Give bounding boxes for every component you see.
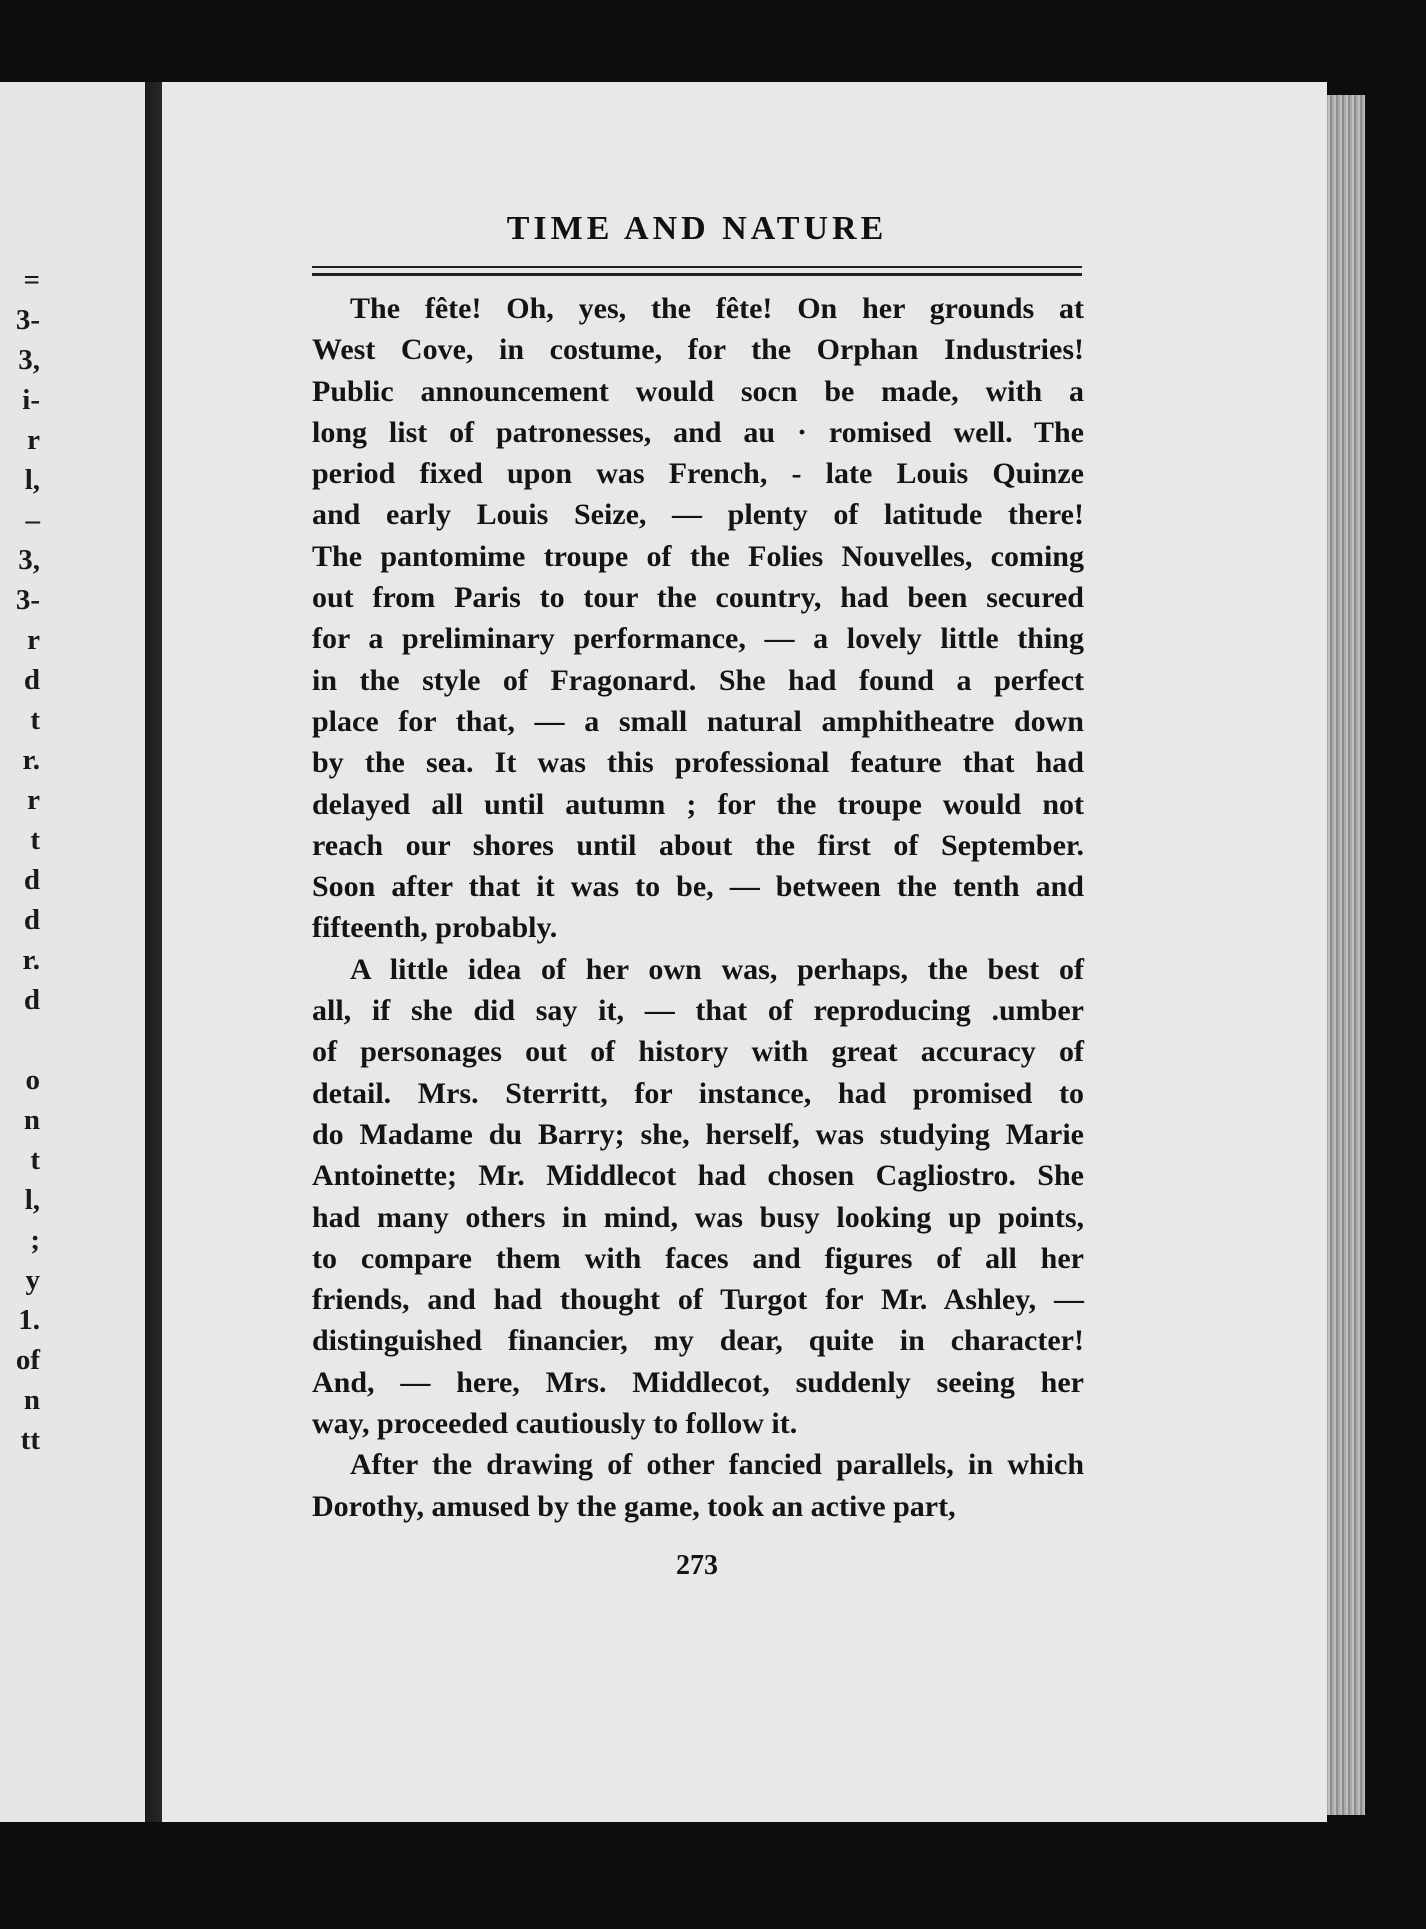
text-line: long list of patronesses, and au · romised well. The [312, 415, 1084, 449]
facing-page-fragment: 3- [15, 304, 40, 336]
facing-page-fragment: o [25, 1064, 40, 1096]
text-line: in the style of Fragonard. She had found a perfect [312, 663, 1084, 697]
facing-page-fragment: t [30, 824, 40, 856]
text-line: distinguished financier, my dear, quite in character! [312, 1324, 1084, 1358]
paragraph [312, 1444, 1084, 1527]
text-line: fifteenth, probably. [312, 911, 558, 945]
facing-page-fragment: of [15, 1344, 40, 1376]
facing-page-fragment: r. [22, 744, 40, 776]
facing-page-fragment: ; [30, 1224, 40, 1256]
facing-page-fragment: y [25, 1264, 40, 1296]
facing-page-fragment: 3, [18, 344, 40, 376]
text-line: A little idea of her own was, perhaps, the best of [350, 952, 1084, 986]
body-text [312, 288, 1084, 1527]
facing-page-fragment: r [27, 624, 40, 656]
facing-page-fragment: r [27, 784, 40, 816]
facing-page-fragment: d [23, 864, 40, 896]
paragraph [312, 288, 1084, 949]
running-title: TIME AND NATURE [506, 210, 888, 247]
text-line: Soon after that it was to be, — between the tenth and [312, 870, 1084, 904]
text-line: out from Paris to tour the country, had been secured [312, 581, 1084, 615]
text-line: reach our shores until about the first of September. [312, 828, 1084, 862]
text-line: and early Louis Seize, — plenty of latitude there! [312, 498, 1084, 532]
text-line: do Madame du Barry; she, herself, was studying Marie [312, 1117, 1084, 1151]
facing-page-text-fragments [0, 260, 40, 1460]
facing-page-fragment: t [30, 704, 40, 736]
facing-page-fragment: 3- [15, 584, 40, 616]
facing-page-fragment: r. [22, 944, 40, 976]
text-line: place for that, — a small natural amphitheatre down [312, 704, 1084, 738]
text-line: period fixed upon was French, - late Louis Quinze [312, 457, 1084, 491]
text-line: had many others in mind, was busy looking up points, [312, 1200, 1084, 1234]
facing-page-fragment: d [23, 904, 40, 936]
book-gutter [145, 82, 163, 1822]
text-line: delayed all until autumn ; for the troupe would not [312, 787, 1084, 821]
facing-page-fragment: = [23, 264, 40, 296]
text-line: detail. Mrs. Sterritt, for instance, had promised to [312, 1076, 1084, 1110]
facing-page-fragment: l, [24, 1184, 40, 1216]
text-line: to compare them with faces and figures of all her [312, 1241, 1084, 1275]
paragraph [312, 949, 1084, 1445]
page-number: 273 [676, 1550, 718, 1581]
facing-page-fragment: r [27, 424, 40, 456]
text-line: West Cove, in costume, for the Orphan Industries! [312, 333, 1084, 367]
facing-page-fragment: t [30, 1144, 40, 1176]
facing-page-fragment: l, [24, 464, 40, 496]
facing-page-fragment [0, 1020, 40, 1060]
text-line: for a preliminary performance, — a lovely little thing [312, 622, 1084, 656]
text-line: Public announcement would socn be made, with a [312, 374, 1084, 408]
facing-page-fragment: tt [20, 1424, 40, 1456]
text-line: of personages out of history with great accuracy of [312, 1035, 1084, 1069]
facing-page-fragment: – [25, 504, 40, 536]
text-line: And, — here, Mrs. Middlecot, suddenly seeing her [312, 1365, 1084, 1399]
text-line: by the sea. It was this professional feature that had [312, 746, 1084, 780]
facing-page-fragment: 1. [18, 1304, 40, 1336]
text-line: all, if she did say it, — that of reproducing .umber [312, 994, 1084, 1028]
text-line: Antoinette; Mr. Middlecot had chosen Cagliostro. She [312, 1159, 1084, 1193]
text-line: After the drawing of other fancied parallels, in which [350, 1448, 1084, 1482]
facing-page-fragment: 3, [18, 544, 40, 576]
facing-page-fragment: i- [22, 384, 40, 416]
text-line: friends, and had thought of Turgot for Mr. Ashley, — [312, 1283, 1084, 1317]
facing-page-fragment: d [23, 664, 40, 696]
header-rule [312, 266, 1082, 276]
text-line: The pantomime troupe of the Folies Nouvelles, coming [312, 539, 1084, 573]
facing-page-fragment: n [23, 1384, 40, 1416]
text-line: The fête! Oh, yes, the fête! On her grounds at [350, 292, 1084, 325]
facing-page-fragment: d [23, 984, 40, 1016]
page-edge [1327, 95, 1365, 1815]
facing-page-fragment: n [23, 1104, 40, 1136]
text-line: way, proceeded cautiously to follow it. [312, 1407, 798, 1441]
text-line: Dorothy, amused by the game, took an active part, [312, 1489, 956, 1523]
